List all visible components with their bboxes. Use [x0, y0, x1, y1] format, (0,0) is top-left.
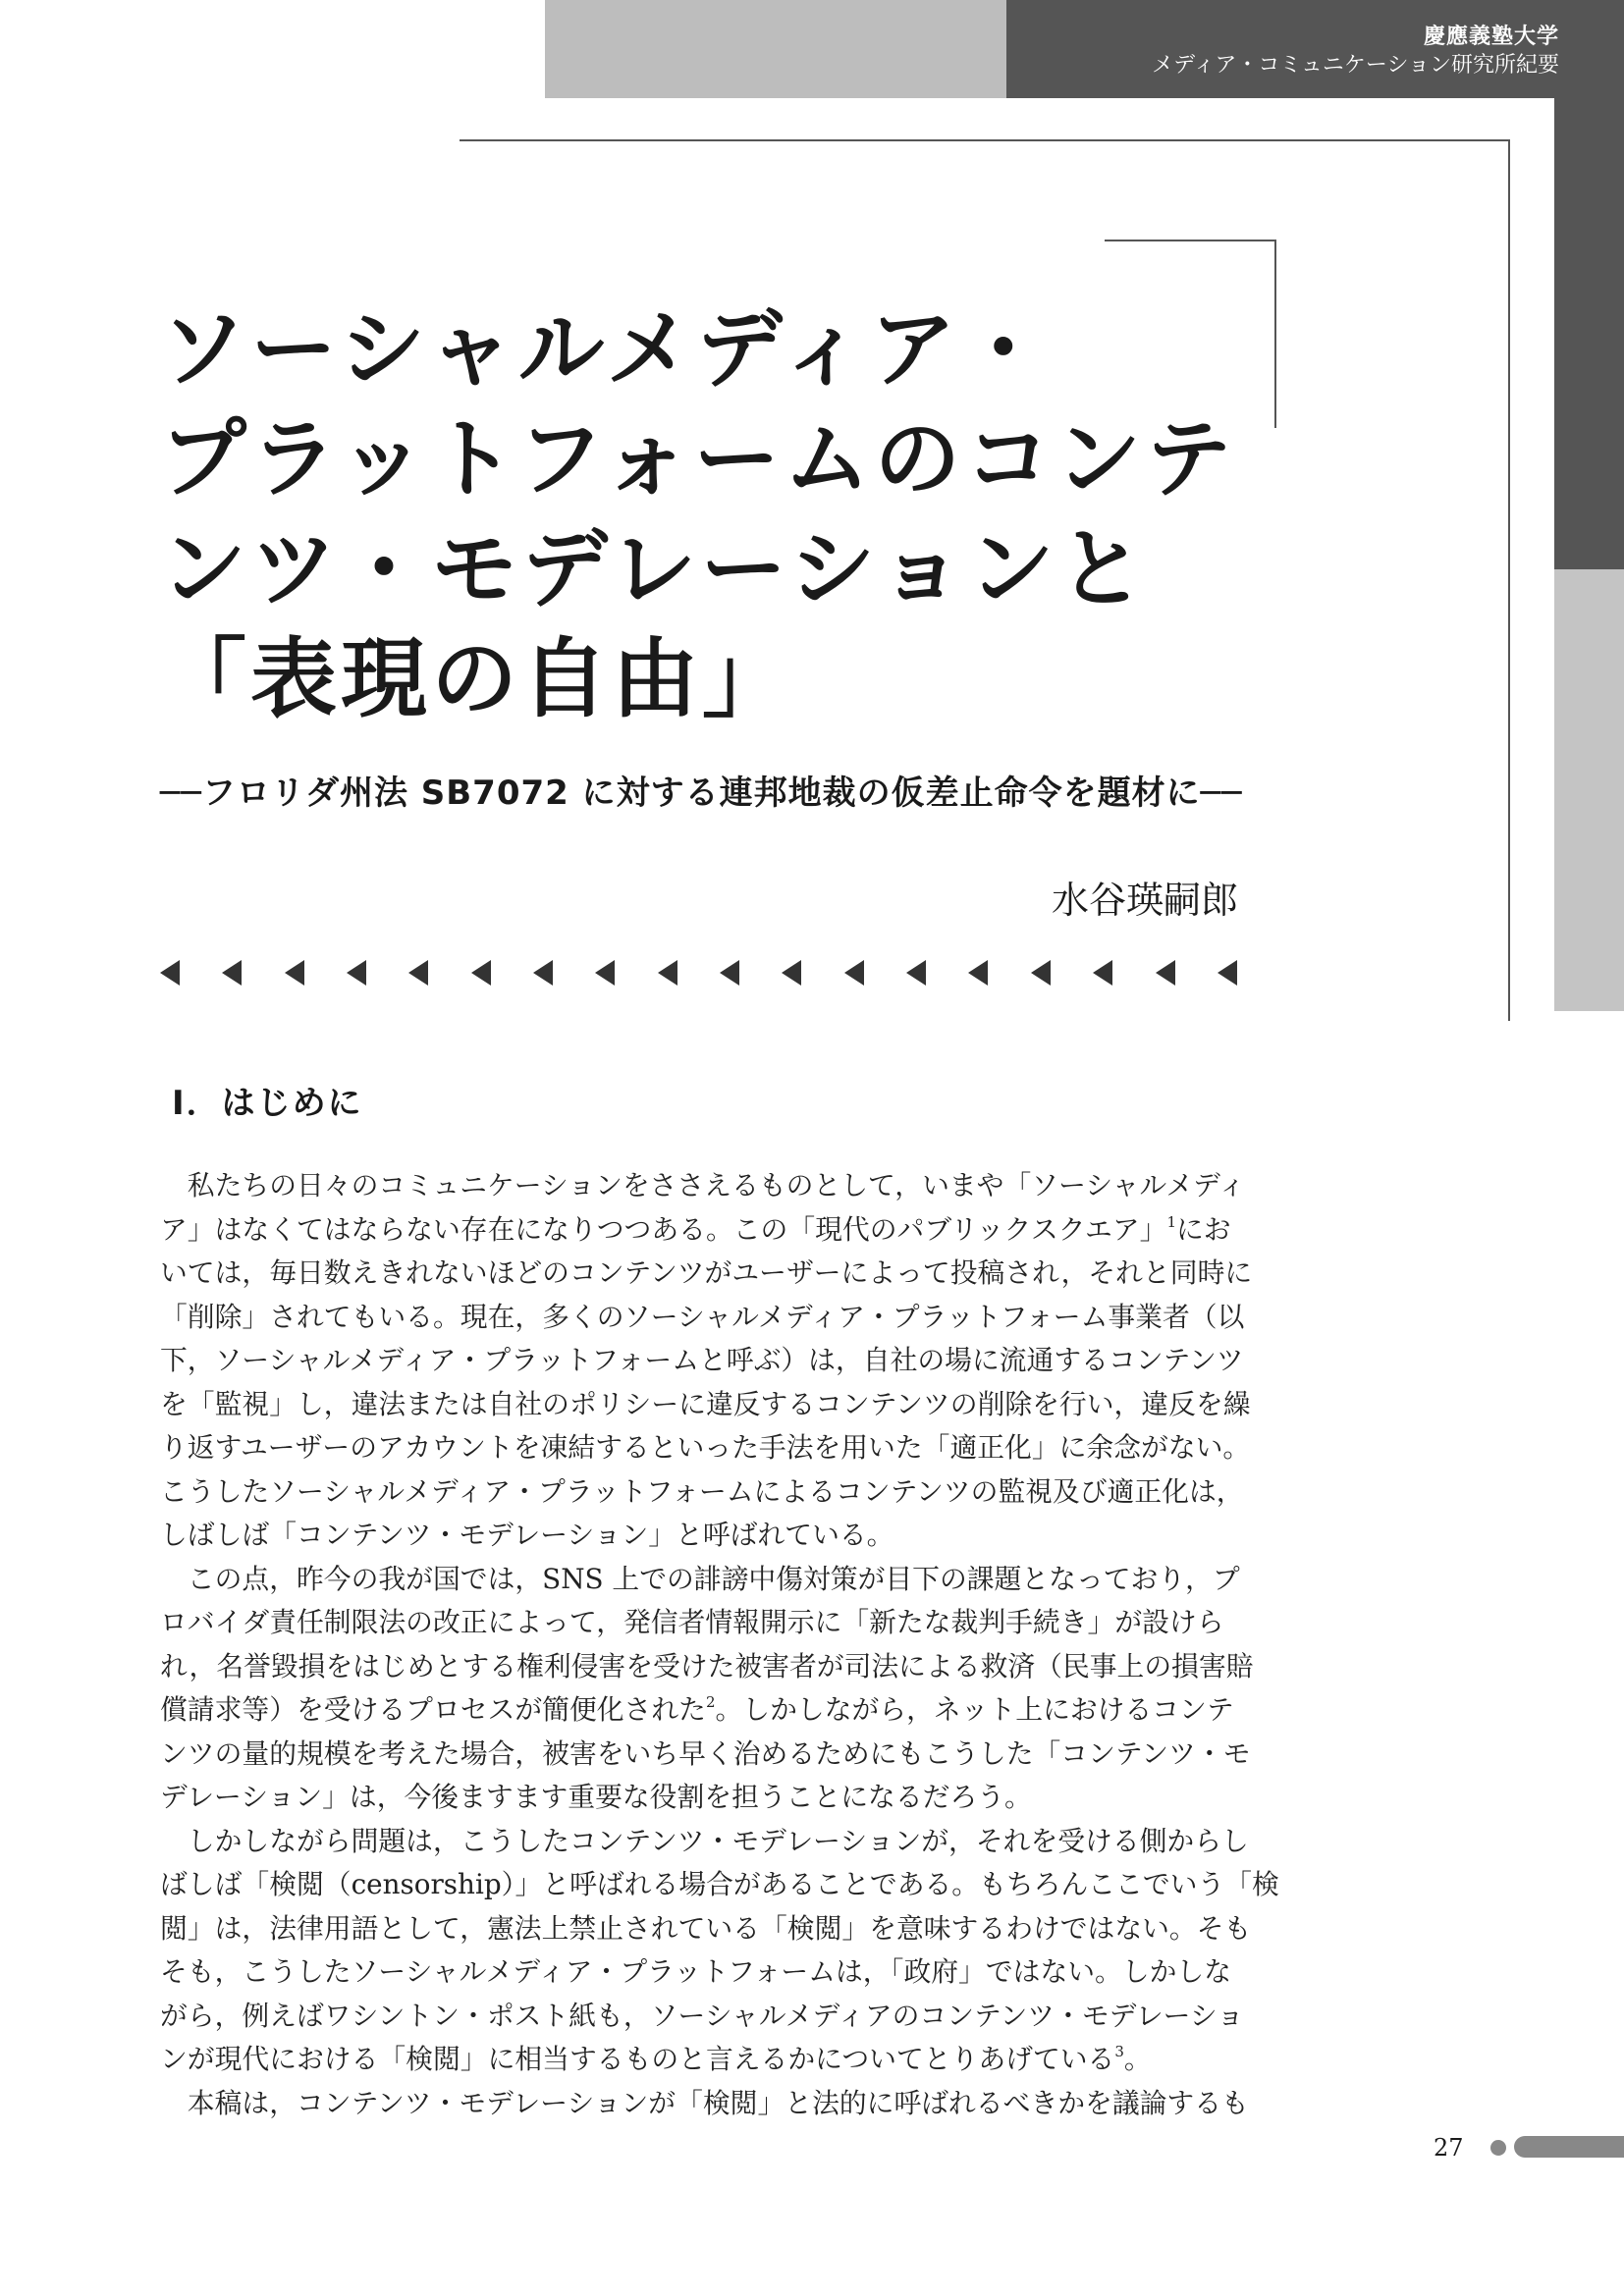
footnote-ref[interactable]: 1	[1166, 1212, 1176, 1231]
triangle-icon	[1156, 960, 1175, 986]
page-number: 27	[1434, 2134, 1464, 2162]
title-line: 「表現の自由」	[160, 628, 793, 729]
triangle-icon	[595, 960, 615, 986]
triangle-icon	[844, 960, 864, 986]
text-run: ア」はなくてはならない存在になりつつある。この「現代のパブリックスクエア」	[160, 1212, 1167, 1246]
triangle-divider	[160, 960, 1237, 986]
text-line: り返すユーザーのアカウントを凍結するといった手法を用いた「適正化」に余念がない。	[160, 1431, 1251, 1464]
triangle-icon	[408, 960, 428, 986]
footer-dot	[1490, 2140, 1506, 2156]
text-line: そも，こうしたソーシャルメディア・プラットフォームは，「政府」ではない。しかしな	[160, 1955, 1232, 1988]
text-line: しかしながら問題は，こうしたコンテンツ・モデレーションが，それを受ける側からし	[187, 1824, 1249, 1857]
text-line: 下，ソーシャルメディア・プラットフォームと呼ぶ）は，自社の場に流通するコンテンツ	[160, 1344, 1244, 1376]
paragraph	[160, 1164, 1253, 1558]
footnote-ref[interactable]: 3	[1114, 2043, 1124, 2060]
section-heading: Ⅰ．はじめに	[172, 1084, 363, 1123]
text-line: 閲」は，法律用語として，憲法上禁止されている「検閲」を意味するわけではない。そも	[160, 1911, 1252, 1945]
text-line: こうしたソーシャルメディア・プラットフォームによるコンテンツの監視及び適正化は，	[160, 1474, 1244, 1508]
text-line: 「削除」されてもいる。現在，多くのソーシャルメディア・プラットフォーム事業者（以	[160, 1300, 1245, 1333]
title-line: プラットフォームのコンテ	[160, 408, 1236, 509]
triangle-icon	[285, 960, 304, 986]
paragraph	[160, 2082, 1249, 2126]
text-line	[160, 1688, 1240, 1733]
footer-bar	[1514, 2136, 1624, 2158]
triangle-icon	[1218, 960, 1237, 986]
text-run: 。しかしながら，ネット上におけるコンテ	[715, 1693, 1234, 1726]
text-run: にお	[1175, 1212, 1231, 1246]
text-line: しばしば「コンテンツ・モデレーション」と呼ばれている。	[160, 1519, 894, 1551]
title-line: ソーシャルメディア・	[160, 298, 1051, 400]
text-line	[160, 1208, 1240, 1253]
title-bracket-right	[1274, 240, 1276, 428]
text-line	[160, 2038, 1240, 2082]
title-bracket-top	[1105, 240, 1276, 241]
triangle-icon	[782, 960, 801, 986]
triangle-icon	[1031, 960, 1051, 986]
author-name: 水谷瑛嗣郎	[1051, 879, 1238, 922]
text-run: ンが現代における「検閲」に相当するものと言えるかについてとりあげている	[160, 2043, 1115, 2075]
journal-header	[1152, 22, 1559, 80]
text-line: いては，毎日数えきれないほどのコンテンツがユーザーによって投稿され，それと同時に	[160, 1256, 1253, 1289]
paragraph	[160, 1820, 1279, 2082]
text-run: 。	[1123, 2043, 1152, 2075]
triangle-icon	[471, 960, 491, 986]
footnote-ref[interactable]: 2	[705, 1693, 716, 1711]
triangle-icon	[160, 960, 180, 986]
triangle-icon	[720, 960, 739, 986]
triangle-icon	[658, 960, 677, 986]
text-line: デレーション」は，今後ますます重要な役割を担うことになるだろう。	[160, 1781, 1032, 1813]
text-line: 私たちの日々のコミュニケーションをささえるものとして，いまや「ソーシャルメディ	[187, 1169, 1246, 1201]
text-line: 本稿は，コンテンツ・モデレーションが「検閲」と法的に呼ばれるべきかを議論するも	[187, 2086, 1249, 2119]
frame-rule-right	[1508, 139, 1510, 1021]
header-band-light	[545, 0, 1006, 98]
text-run: 償請求等）を受けるプロセスが簡便化された	[160, 1693, 706, 1726]
text-line: を「監視」し，違法または自社のポリシーに違反するコンテンツの削除を行い，違反を繰	[160, 1387, 1251, 1420]
triangle-icon	[1093, 960, 1112, 986]
paragraph	[160, 1558, 1254, 1820]
triangle-icon	[222, 960, 242, 986]
text-line: がら，例えばワシントン・ポスト紙も，ソーシャルメディアのコンテンツ・モデレーショ	[160, 1999, 1244, 2032]
journal-name: メディア・コミュニケーション研究所紀要	[1152, 53, 1559, 78]
side-tab-light	[1554, 569, 1624, 1011]
text-line: れ，名誉毀損をはじめとする権利侵害を受けた被害者が司法による救済（民事上の損害賠	[160, 1649, 1254, 1682]
title-line: ンツ・モデレーションと	[160, 518, 1149, 619]
article-subtitle: ──フロリダ州法 SB7072 に対する連邦地裁の仮差止命令を題材に──	[160, 774, 1243, 813]
university-name: 慶應義塾大学	[1423, 24, 1559, 49]
text-line: ばしば「検閲（censorship）」と呼ばれる場合があることである。もちろんここでいう「検	[160, 1868, 1279, 1900]
triangle-icon	[968, 960, 988, 986]
body-text	[160, 1164, 1279, 2125]
triangle-icon	[533, 960, 553, 986]
side-tab-dark	[1554, 98, 1624, 569]
frame-rule-top	[460, 139, 1510, 141]
text-line: ロバイダ責任制限法の改正によって，発信者情報開示に「新たな裁判手続き」が設けら	[160, 1606, 1224, 1638]
triangle-icon	[906, 960, 926, 986]
text-line: ンツの量的規模を考えた場合，被害をいち早く治めるためにもこうした「コンテンツ・モ	[160, 1736, 1251, 1770]
article-title	[160, 294, 1260, 734]
text-line: この点，昨今の我が国では，SNS 上での誹謗中傷対策が目下の課題となっており，プ	[187, 1562, 1240, 1595]
triangle-icon	[347, 960, 366, 986]
